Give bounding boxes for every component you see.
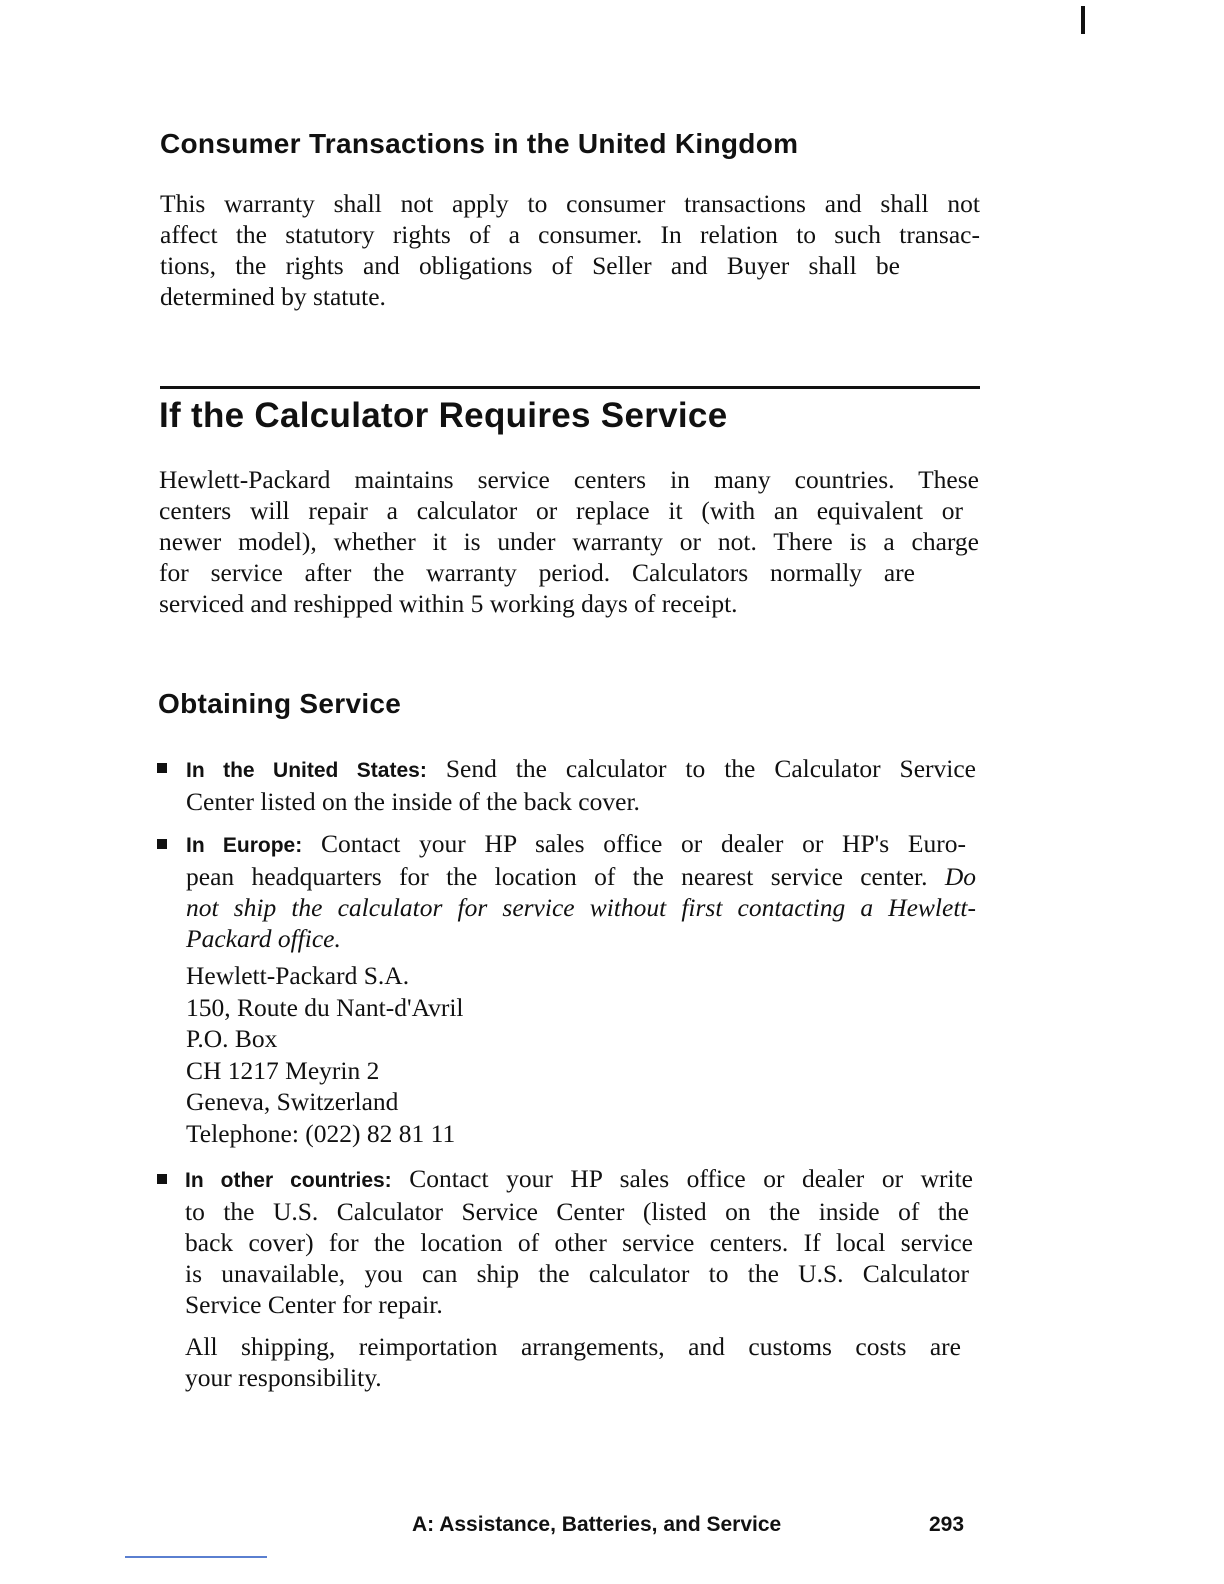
uk-line-3-text: tions, the rights and obligations of Seller and Buyer shall be <box>160 251 900 280</box>
europe-address-block <box>186 960 686 1150</box>
shipping-line-1: All shipping, reimportation arrangements, and customs costs are <box>185 1332 961 1361</box>
europe-line-1 <box>186 828 966 861</box>
europe-line-2-plain: pean headquarters for the location of the nearest service center. <box>186 862 928 891</box>
us-line-2: Center listed on the inside of the back cover. <box>186 787 640 816</box>
europe-line-4: Packard office. <box>186 924 341 953</box>
bullet-square <box>157 1174 167 1184</box>
uk-line-1: This warranty shall not apply to consumer transactions and shall not <box>160 189 980 218</box>
service-line-2 <box>159 495 963 526</box>
europe-paragraph <box>186 828 976 954</box>
europe-line-2 <box>186 861 976 892</box>
uk-paragraph <box>160 188 980 312</box>
address-line-3: P.O. Box <box>186 1024 278 1054</box>
us-line-1-text: Send the calculator to the Calculator Service <box>445 754 976 783</box>
uk-section-heading: Consumer Transactions in the United Kingdom <box>160 128 799 159</box>
service-line-1: Hewlett-Packard maintains service centers in many countries. These <box>159 465 979 494</box>
europe-line-3: not ship the calculator for service without first contacting a Hewlett- <box>186 893 976 922</box>
address-line-5: Geneva, Switzerland <box>186 1087 399 1117</box>
bullet-square <box>157 763 167 773</box>
bullet-square <box>157 839 167 849</box>
us-lead: In the United States: <box>186 759 427 782</box>
service-paragraph <box>159 464 979 619</box>
uk-line-2: affect the statutory rights of a consumer. In relation to such transac- <box>160 220 980 249</box>
other-line-4: is unavailable, you can ship the calculator to the U.S. Calculator <box>185 1259 969 1288</box>
address-line-1: Hewlett-Packard S.A. <box>186 961 410 990</box>
uk-line-4: determined by statute. <box>160 282 386 311</box>
other-line-3: back cover) for the location of other service centers. If local service <box>185 1228 973 1257</box>
other-line-1-text: Contact your HP sales office or dealer or write <box>409 1164 973 1193</box>
other-line-5: Service Center for repair. <box>185 1290 443 1319</box>
service-line-4-text: for service after the warranty period. Calculators normally are <box>159 558 915 587</box>
address-line-2: 150, Route du Nant-d'Avril <box>186 992 464 1022</box>
page-number: 293 <box>929 1513 965 1536</box>
shipping-paragraph <box>185 1331 975 1393</box>
footer-chapter-title: A: Assistance, Batteries, and Service <box>412 1513 782 1536</box>
other-line-2: to the U.S. Calculator Service Center (listed on the inside of the <box>185 1197 969 1226</box>
us-line-1 <box>186 753 976 786</box>
section-divider <box>160 386 980 389</box>
service-line-3: newer model), whether it is under warranty or not. There is a charge <box>159 527 979 556</box>
page-edge-mark <box>1081 6 1085 34</box>
uk-line-3 <box>160 250 900 281</box>
other-paragraph <box>185 1163 975 1320</box>
service-line-5: serviced and reshipped within 5 working days of receipt. <box>159 589 738 618</box>
address-telephone: Telephone: (022) 82 81 11 <box>186 1118 456 1148</box>
other-line-1 <box>185 1163 973 1196</box>
other-lead: In other countries: <box>185 1169 392 1192</box>
service-section-heading: If the Calculator Requires Service <box>159 396 728 435</box>
address-line-4: CH 1217 Meyrin 2 <box>186 1055 380 1085</box>
europe-line-1-body: Contact your HP sales office or dealer or HP's Euro- <box>320 829 966 858</box>
obtaining-service-heading: Obtaining Service <box>158 688 402 719</box>
europe-lead: In Europe: <box>186 834 303 857</box>
bottom-edge-rule <box>125 1556 267 1558</box>
service-line-2-text: centers will repair a calculator or replace it (with an equivalent or <box>159 496 963 525</box>
europe-line-2-italic: Do <box>944 862 977 891</box>
shipping-line-2: your responsibility. <box>185 1363 382 1392</box>
europe-line-1-text <box>186 828 966 861</box>
service-line-4 <box>159 557 915 588</box>
us-paragraph <box>186 753 976 817</box>
